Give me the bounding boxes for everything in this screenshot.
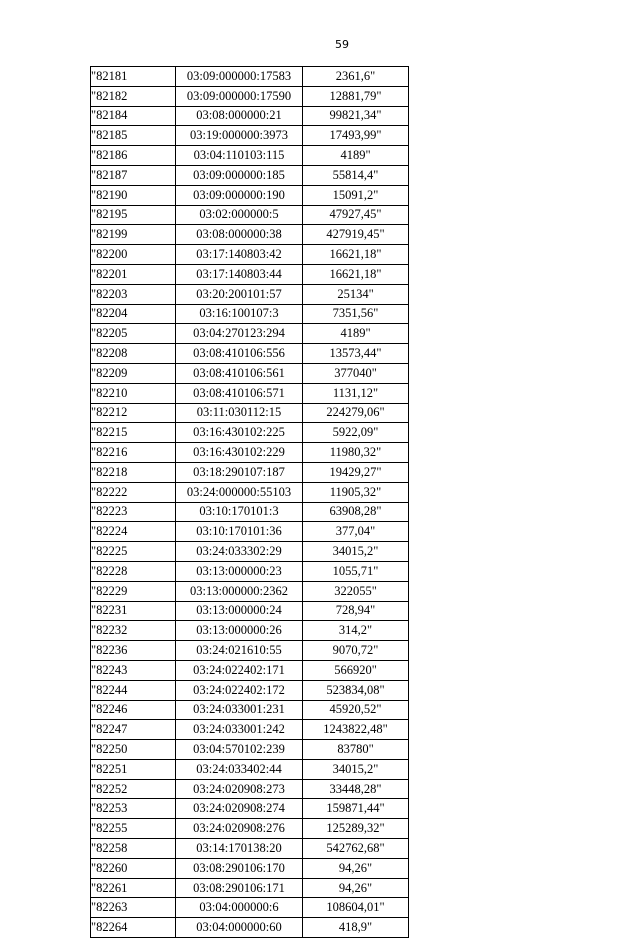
row-number-cell: "82225 xyxy=(91,542,176,562)
cadastral-number-cell: 03:13:000000:24 xyxy=(176,601,303,621)
cadastral-number-cell: 03:04:110103:115 xyxy=(176,146,303,166)
row-number-cell: "82232 xyxy=(91,621,176,641)
value-cell: 523834,08" xyxy=(303,680,409,700)
value-cell: 377,04" xyxy=(303,522,409,542)
row-number-cell: "82264 xyxy=(91,918,176,938)
cadastral-number-cell: 03:24:020908:273 xyxy=(176,779,303,799)
table-row xyxy=(91,344,409,364)
row-number-cell: "82182 xyxy=(91,86,176,106)
row-number-cell: "82223 xyxy=(91,502,176,522)
row-number-cell: "82199 xyxy=(91,225,176,245)
table-row xyxy=(91,542,409,562)
value-cell: 1055,71" xyxy=(303,561,409,581)
value-cell: 11905,32" xyxy=(303,482,409,502)
row-number-cell: "82246 xyxy=(91,700,176,720)
table-row xyxy=(91,561,409,581)
row-number-cell: "82244 xyxy=(91,680,176,700)
row-number-cell: "82212 xyxy=(91,403,176,423)
table-row xyxy=(91,502,409,522)
value-cell: 12881,79" xyxy=(303,86,409,106)
table-row xyxy=(91,839,409,859)
table-row xyxy=(91,799,409,819)
value-cell: 108604,01" xyxy=(303,898,409,918)
cadastral-number-cell: 03:04:000000:6 xyxy=(176,898,303,918)
table-row xyxy=(91,482,409,502)
row-number-cell: "82260 xyxy=(91,858,176,878)
cadastral-number-cell: 03:10:170101:36 xyxy=(176,522,303,542)
table-row xyxy=(91,819,409,839)
table-row xyxy=(91,403,409,423)
table-row xyxy=(91,759,409,779)
table-row xyxy=(91,284,409,304)
cadastral-number-cell: 03:09:000000:190 xyxy=(176,185,303,205)
value-cell: 377040" xyxy=(303,363,409,383)
value-cell: 1131,12" xyxy=(303,383,409,403)
value-cell: 63908,28" xyxy=(303,502,409,522)
cadastral-number-cell: 03:16:430102:225 xyxy=(176,423,303,443)
row-number-cell: "82200 xyxy=(91,245,176,265)
row-number-cell: "82253 xyxy=(91,799,176,819)
value-cell: 34015,2" xyxy=(303,542,409,562)
value-cell: 45920,52" xyxy=(303,700,409,720)
value-cell: 125289,32" xyxy=(303,819,409,839)
row-number-cell: "82243 xyxy=(91,660,176,680)
cadastral-number-cell: 03:09:000000:17583 xyxy=(176,67,303,87)
cadastral-number-cell: 03:24:033001:242 xyxy=(176,720,303,740)
table-row xyxy=(91,621,409,641)
registry-table-body xyxy=(91,67,409,938)
value-cell: 34015,2" xyxy=(303,759,409,779)
value-cell: 5922,09" xyxy=(303,423,409,443)
row-number-cell: "82210 xyxy=(91,383,176,403)
value-cell: 1243822,48" xyxy=(303,720,409,740)
table-row xyxy=(91,462,409,482)
value-cell: 99821,34" xyxy=(303,106,409,126)
cadastral-number-cell: 03:24:033001:231 xyxy=(176,700,303,720)
cadastral-number-cell: 03:13:000000:2362 xyxy=(176,581,303,601)
row-number-cell: "82255 xyxy=(91,819,176,839)
row-number-cell: "82184 xyxy=(91,106,176,126)
cadastral-number-cell: 03:24:033402:44 xyxy=(176,759,303,779)
cadastral-number-cell: 03:08:000000:38 xyxy=(176,225,303,245)
cadastral-number-cell: 03:18:290107:187 xyxy=(176,462,303,482)
cadastral-number-cell: 03:19:000000:3973 xyxy=(176,126,303,146)
value-cell: 9070,72" xyxy=(303,641,409,661)
registry-table xyxy=(90,66,409,938)
cadastral-number-cell: 03:17:140803:42 xyxy=(176,245,303,265)
cadastral-number-cell: 03:04:000000:60 xyxy=(176,918,303,938)
value-cell: 25134" xyxy=(303,284,409,304)
row-number-cell: "82186 xyxy=(91,146,176,166)
cadastral-number-cell: 03:08:290106:171 xyxy=(176,878,303,898)
row-number-cell: "82263 xyxy=(91,898,176,918)
value-cell: 15091,2" xyxy=(303,185,409,205)
table-row xyxy=(91,185,409,205)
table-row xyxy=(91,324,409,344)
value-cell: 4189" xyxy=(303,146,409,166)
value-cell: 94,26" xyxy=(303,878,409,898)
row-number-cell: "82204 xyxy=(91,304,176,324)
table-row xyxy=(91,86,409,106)
cadastral-number-cell: 03:02:000000:5 xyxy=(176,205,303,225)
value-cell: 13573,44" xyxy=(303,344,409,364)
value-cell: 16621,18" xyxy=(303,245,409,265)
cadastral-number-cell: 03:24:000000:55103 xyxy=(176,482,303,502)
cadastral-number-cell: 03:24:021610:55 xyxy=(176,641,303,661)
row-number-cell: "82251 xyxy=(91,759,176,779)
cadastral-number-cell: 03:14:170138:20 xyxy=(176,839,303,859)
cadastral-number-cell: 03:08:410106:561 xyxy=(176,363,303,383)
cadastral-number-cell: 03:08:410106:556 xyxy=(176,344,303,364)
table-row xyxy=(91,641,409,661)
table-row xyxy=(91,146,409,166)
cadastral-number-cell: 03:08:290106:170 xyxy=(176,858,303,878)
cadastral-number-cell: 03:08:000000:21 xyxy=(176,106,303,126)
row-number-cell: "82218 xyxy=(91,462,176,482)
cadastral-number-cell: 03:08:410106:571 xyxy=(176,383,303,403)
value-cell: 47927,45" xyxy=(303,205,409,225)
cadastral-number-cell: 03:24:020908:274 xyxy=(176,799,303,819)
row-number-cell: "82203 xyxy=(91,284,176,304)
row-number-cell: "82231 xyxy=(91,601,176,621)
cadastral-number-cell: 03:17:140803:44 xyxy=(176,264,303,284)
table-row xyxy=(91,700,409,720)
value-cell: 2361,6" xyxy=(303,67,409,87)
cadastral-number-cell: 03:13:000000:23 xyxy=(176,561,303,581)
table-row xyxy=(91,581,409,601)
table-row xyxy=(91,918,409,938)
table-row xyxy=(91,383,409,403)
table-row xyxy=(91,423,409,443)
table-row xyxy=(91,878,409,898)
value-cell: 17493,99" xyxy=(303,126,409,146)
value-cell: 159871,44" xyxy=(303,799,409,819)
value-cell: 11980,32" xyxy=(303,443,409,463)
cadastral-number-cell: 03:16:100107:3 xyxy=(176,304,303,324)
value-cell: 322055" xyxy=(303,581,409,601)
row-number-cell: "82216 xyxy=(91,443,176,463)
value-cell: 4189" xyxy=(303,324,409,344)
table-row xyxy=(91,858,409,878)
table-row xyxy=(91,522,409,542)
cadastral-number-cell: 03:09:000000:17590 xyxy=(176,86,303,106)
row-number-cell: "82215 xyxy=(91,423,176,443)
table-row xyxy=(91,205,409,225)
cadastral-number-cell: 03:24:033302:29 xyxy=(176,542,303,562)
cadastral-number-cell: 03:09:000000:185 xyxy=(176,165,303,185)
value-cell: 418,9" xyxy=(303,918,409,938)
row-number-cell: "82229 xyxy=(91,581,176,601)
table-row xyxy=(91,898,409,918)
cadastral-number-cell: 03:24:022402:171 xyxy=(176,660,303,680)
row-number-cell: "82236 xyxy=(91,641,176,661)
row-number-cell: "82208 xyxy=(91,344,176,364)
value-cell: 314,2" xyxy=(303,621,409,641)
cadastral-number-cell: 03:24:022402:172 xyxy=(176,680,303,700)
value-cell: 33448,28" xyxy=(303,779,409,799)
row-number-cell: "82247 xyxy=(91,720,176,740)
table-row xyxy=(91,67,409,87)
table-row xyxy=(91,601,409,621)
value-cell: 728,94" xyxy=(303,601,409,621)
value-cell: 19429,27" xyxy=(303,462,409,482)
value-cell: 427919,45" xyxy=(303,225,409,245)
cadastral-number-cell: 03:10:170101:3 xyxy=(176,502,303,522)
row-number-cell: "82181 xyxy=(91,67,176,87)
table-row xyxy=(91,363,409,383)
row-number-cell: "82252 xyxy=(91,779,176,799)
row-number-cell: "82201 xyxy=(91,264,176,284)
table-row xyxy=(91,106,409,126)
cadastral-number-cell: 03:04:270123:294 xyxy=(176,324,303,344)
row-number-cell: "82190 xyxy=(91,185,176,205)
row-number-cell: "82187 xyxy=(91,165,176,185)
row-number-cell: "82195 xyxy=(91,205,176,225)
table-row xyxy=(91,304,409,324)
cadastral-number-cell: 03:13:000000:26 xyxy=(176,621,303,641)
value-cell: 55814,4" xyxy=(303,165,409,185)
value-cell: 566920" xyxy=(303,660,409,680)
cadastral-number-cell: 03:11:030112:15 xyxy=(176,403,303,423)
row-number-cell: "82224 xyxy=(91,522,176,542)
row-number-cell: "82250 xyxy=(91,740,176,760)
table-row xyxy=(91,779,409,799)
table-row xyxy=(91,225,409,245)
table-row xyxy=(91,680,409,700)
value-cell: 224279,06" xyxy=(303,403,409,423)
row-number-cell: "82222 xyxy=(91,482,176,502)
cadastral-number-cell: 03:04:570102:239 xyxy=(176,740,303,760)
cadastral-number-cell: 03:20:200101:57 xyxy=(176,284,303,304)
value-cell: 16621,18" xyxy=(303,264,409,284)
row-number-cell: "82185 xyxy=(91,126,176,146)
table-row xyxy=(91,720,409,740)
table-row xyxy=(91,443,409,463)
table-row xyxy=(91,245,409,265)
value-cell: 83780" xyxy=(303,740,409,760)
row-number-cell: "82228 xyxy=(91,561,176,581)
table-row xyxy=(91,660,409,680)
row-number-cell: "82261 xyxy=(91,878,176,898)
cadastral-number-cell: 03:16:430102:229 xyxy=(176,443,303,463)
value-cell: 94,26" xyxy=(303,858,409,878)
value-cell: 542762,68" xyxy=(303,839,409,859)
page-number: 59 xyxy=(335,38,349,51)
value-cell: 7351,56" xyxy=(303,304,409,324)
table-row xyxy=(91,126,409,146)
row-number-cell: "82258 xyxy=(91,839,176,859)
row-number-cell: "82205 xyxy=(91,324,176,344)
row-number-cell: "82209 xyxy=(91,363,176,383)
table-row xyxy=(91,740,409,760)
cadastral-number-cell: 03:24:020908:276 xyxy=(176,819,303,839)
table-row xyxy=(91,264,409,284)
table-row xyxy=(91,165,409,185)
